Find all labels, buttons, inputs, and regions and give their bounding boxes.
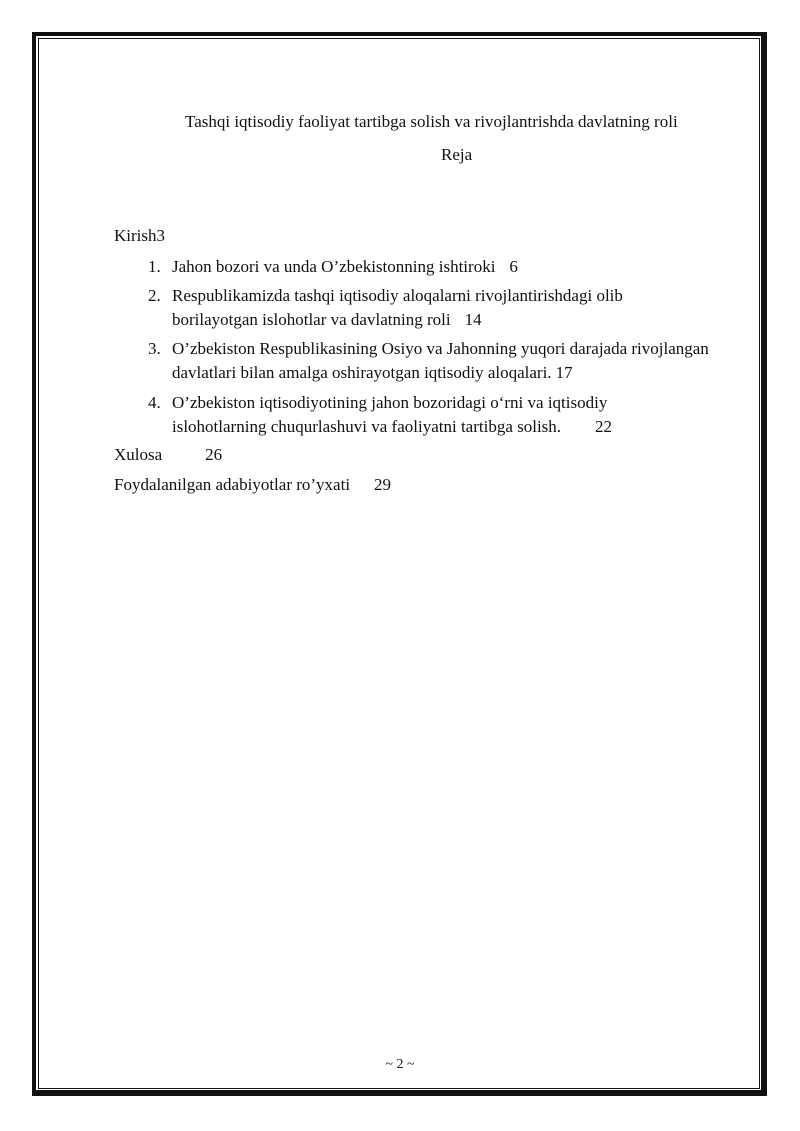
- toc-item: [148, 255, 728, 279]
- toc-references: [114, 475, 391, 495]
- toc-item-number: 4.: [148, 393, 161, 412]
- toc-item-number: 1.: [148, 257, 161, 276]
- toc-intro-page: 3: [156, 226, 165, 245]
- toc-references-label: Foydalanilgan adabiyotlar ro’yxati: [114, 475, 351, 494]
- toc-item-page: 14: [464, 310, 482, 329]
- toc-references-page: 29: [374, 475, 392, 494]
- toc-item-page: 6: [509, 257, 518, 276]
- plan-heading: Reja: [441, 145, 473, 164]
- toc-item: [148, 284, 728, 332]
- toc-conclusion: [114, 445, 222, 465]
- toc-item-text: O’zbekiston iqtisodiyotining jahon bozoridagi o‘rni va iqtisodiy islohotlarning chuqurlashuvi va faoliyatni tartibga solish.: [172, 393, 608, 436]
- toc-item: [148, 337, 728, 385]
- page-number: ~ 2 ~: [385, 1057, 415, 1072]
- toc-item-text: Jahon bozori va unda O’zbekistonning ishtiroki: [172, 257, 496, 276]
- toc-item-page: 17: [555, 363, 573, 382]
- toc-intro-label: Kirish: [114, 226, 157, 245]
- toc-item: [148, 391, 728, 439]
- document-title: Tashqi iqtisodiy faoliyat tartibga solish va rivojlantrishda davlatning roli: [185, 112, 678, 131]
- toc-conclusion-page: 26: [205, 445, 223, 464]
- toc-intro: [114, 226, 165, 246]
- toc-item-number: 2.: [148, 286, 161, 305]
- page-border: [32, 32, 767, 1096]
- toc-item-number: 3.: [148, 339, 161, 358]
- toc-item-page: 22: [595, 417, 613, 436]
- toc-conclusion-label: Xulosa: [114, 445, 163, 464]
- toc-item-text: Respublikamizda tashqi iqtisodiy aloqalarni rivojlantirishdagi olib borilayotgan islohotlar va davlatning roli: [172, 286, 623, 329]
- toc-item-text: O’zbekiston Respublikasining Osiyo va Jahonning yuqori darajada rivojlangan davlatlari bilan amalga oshirayotgan iqtisodiy aloqalari.: [172, 339, 709, 382]
